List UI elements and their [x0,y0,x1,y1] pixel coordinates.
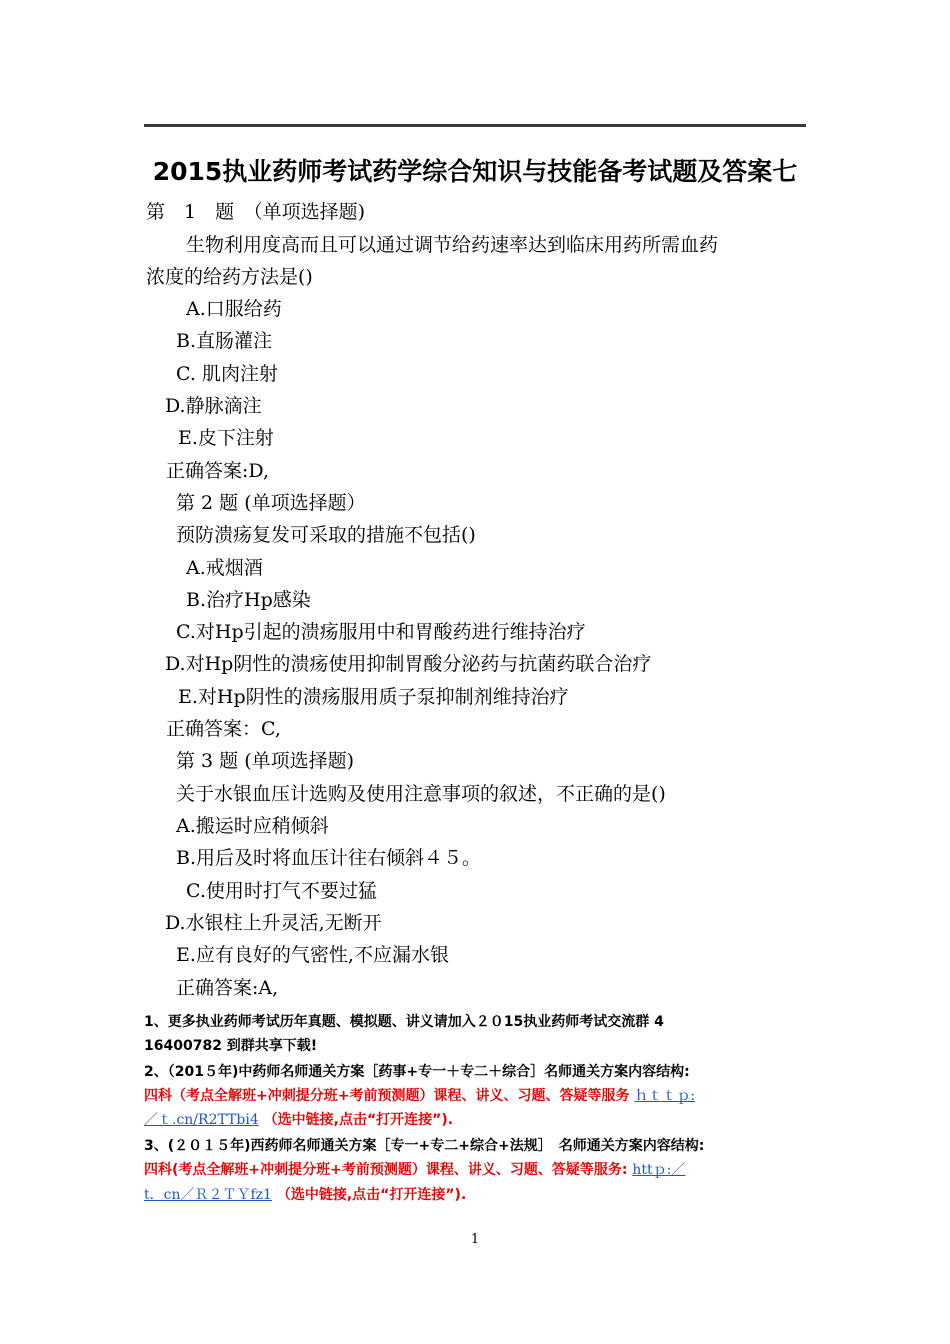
question-1-option-d: D.静脉滴注 [165,395,262,417]
promo-3-services-text: 四科(考点全解班+冲刺提分班+考前预测题）课程、讲义、习题、答疑等服务: [144,1162,628,1178]
promo-3-link-part-1[interactable]: httｐ:／ [632,1162,686,1178]
promo-3-line-2 [144,1160,814,1180]
question-1-option-a: A.口服给药 [186,298,282,320]
promo-2-link-part-2[interactable]: ／ｔ.cn/R2TTbi4 [144,1112,259,1128]
header-rule [144,124,806,127]
promo-2-line-3 [144,1110,814,1130]
promo-3-line-3 [144,1185,814,1205]
question-2-option-d: D.对Hp阴性的溃疡使用抑制胃酸分泌药与抗菌药联合治疗 [165,653,652,675]
question-3-header: 第 3 题 (单项选择题) [176,750,355,772]
question-1-stem-line-2: 浓度的给药方法是() [146,266,313,288]
question-2-stem: 预防溃疡复发可采取的措施不包括() [176,524,476,546]
promo-3-line-1: 3、(２０１５年)西药师名师通关方案［专一+专二+综合+法规］ 名师通关方案内容结构: [144,1138,705,1154]
promo-2-link-part-1[interactable]: ｈｔｔｐ: [634,1088,696,1104]
promo-1-line-2: 16400782 到群共享下载! [144,1038,318,1054]
question-3-answer: 正确答案:A, [176,977,279,999]
page-number: 1 [470,1232,480,1247]
promo-2-instruction: （选中链接,点击“打开连接”). [263,1112,454,1128]
question-3-stem: 关于水银血压计选购及使用注意事项的叙述，不正确的是() [176,783,666,805]
promo-1-line-1: 1、更多执业药师考试历年真题、模拟题、讲义请加入２０15执业药师考试交流群 4 [144,1014,664,1030]
question-3-option-e: E.应有良好的气密性,不应漏水银 [176,944,449,966]
question-1-option-b: B.直肠灌注 [176,330,273,352]
question-2-answer: 正确答案：C, [166,718,281,740]
promo-2-line-1: 2、（201５年)中药师名师通关方案［药事+专一＋专二＋综合］名师通关方案内容结构: [144,1064,690,1080]
question-1-header: 第 1 题 （单项选择题) [146,201,366,223]
promo-2-line-2 [144,1086,814,1106]
question-2-option-b: B.治疗Hp感染 [186,589,311,611]
question-1-stem-line-1: 生物利用度高而且可以通过调节给药速率达到临床用药所需血药 [186,234,719,256]
question-2-header: 第 2 题 (单项选择题） [176,492,366,514]
question-2-option-e: E.对Hp阴性的溃疡服用质子泵抑制剂维持治疗 [178,686,569,708]
question-3-option-b: B.用后及时将血压计往右倾斜４５。 [176,847,482,869]
promo-3-instruction: （选中链接,点击“打开连接”). [276,1187,467,1203]
question-1-option-e: E.皮下注射 [178,427,274,449]
question-2-option-a: A.戒烟酒 [186,557,263,579]
document-title: 2015执业药师考试药学综合知识与技能备考试题及答案七 [152,157,798,186]
promo-3-link-part-2[interactable]: t．cn／Ｒ２ＴＹfz1 [144,1187,272,1203]
question-3-option-a: A.搬运时应稍倾斜 [176,815,329,837]
question-1-option-c: C. 肌肉注射 [176,363,278,385]
question-2-option-c: C.对Hp引起的溃疡服用中和胃酸药进行维持治疗 [176,621,586,643]
question-1-answer: 正确答案:D, [166,460,269,482]
question-3-option-d: D.水银柱上升灵活,无断开 [165,912,382,934]
question-3-option-c: C.使用时打气不要过猛 [186,880,377,902]
promo-2-services-text: 四科（考点全解班+冲刺提分班+考前预测题）课程、讲义、习题、答疑等服务 [144,1088,630,1104]
